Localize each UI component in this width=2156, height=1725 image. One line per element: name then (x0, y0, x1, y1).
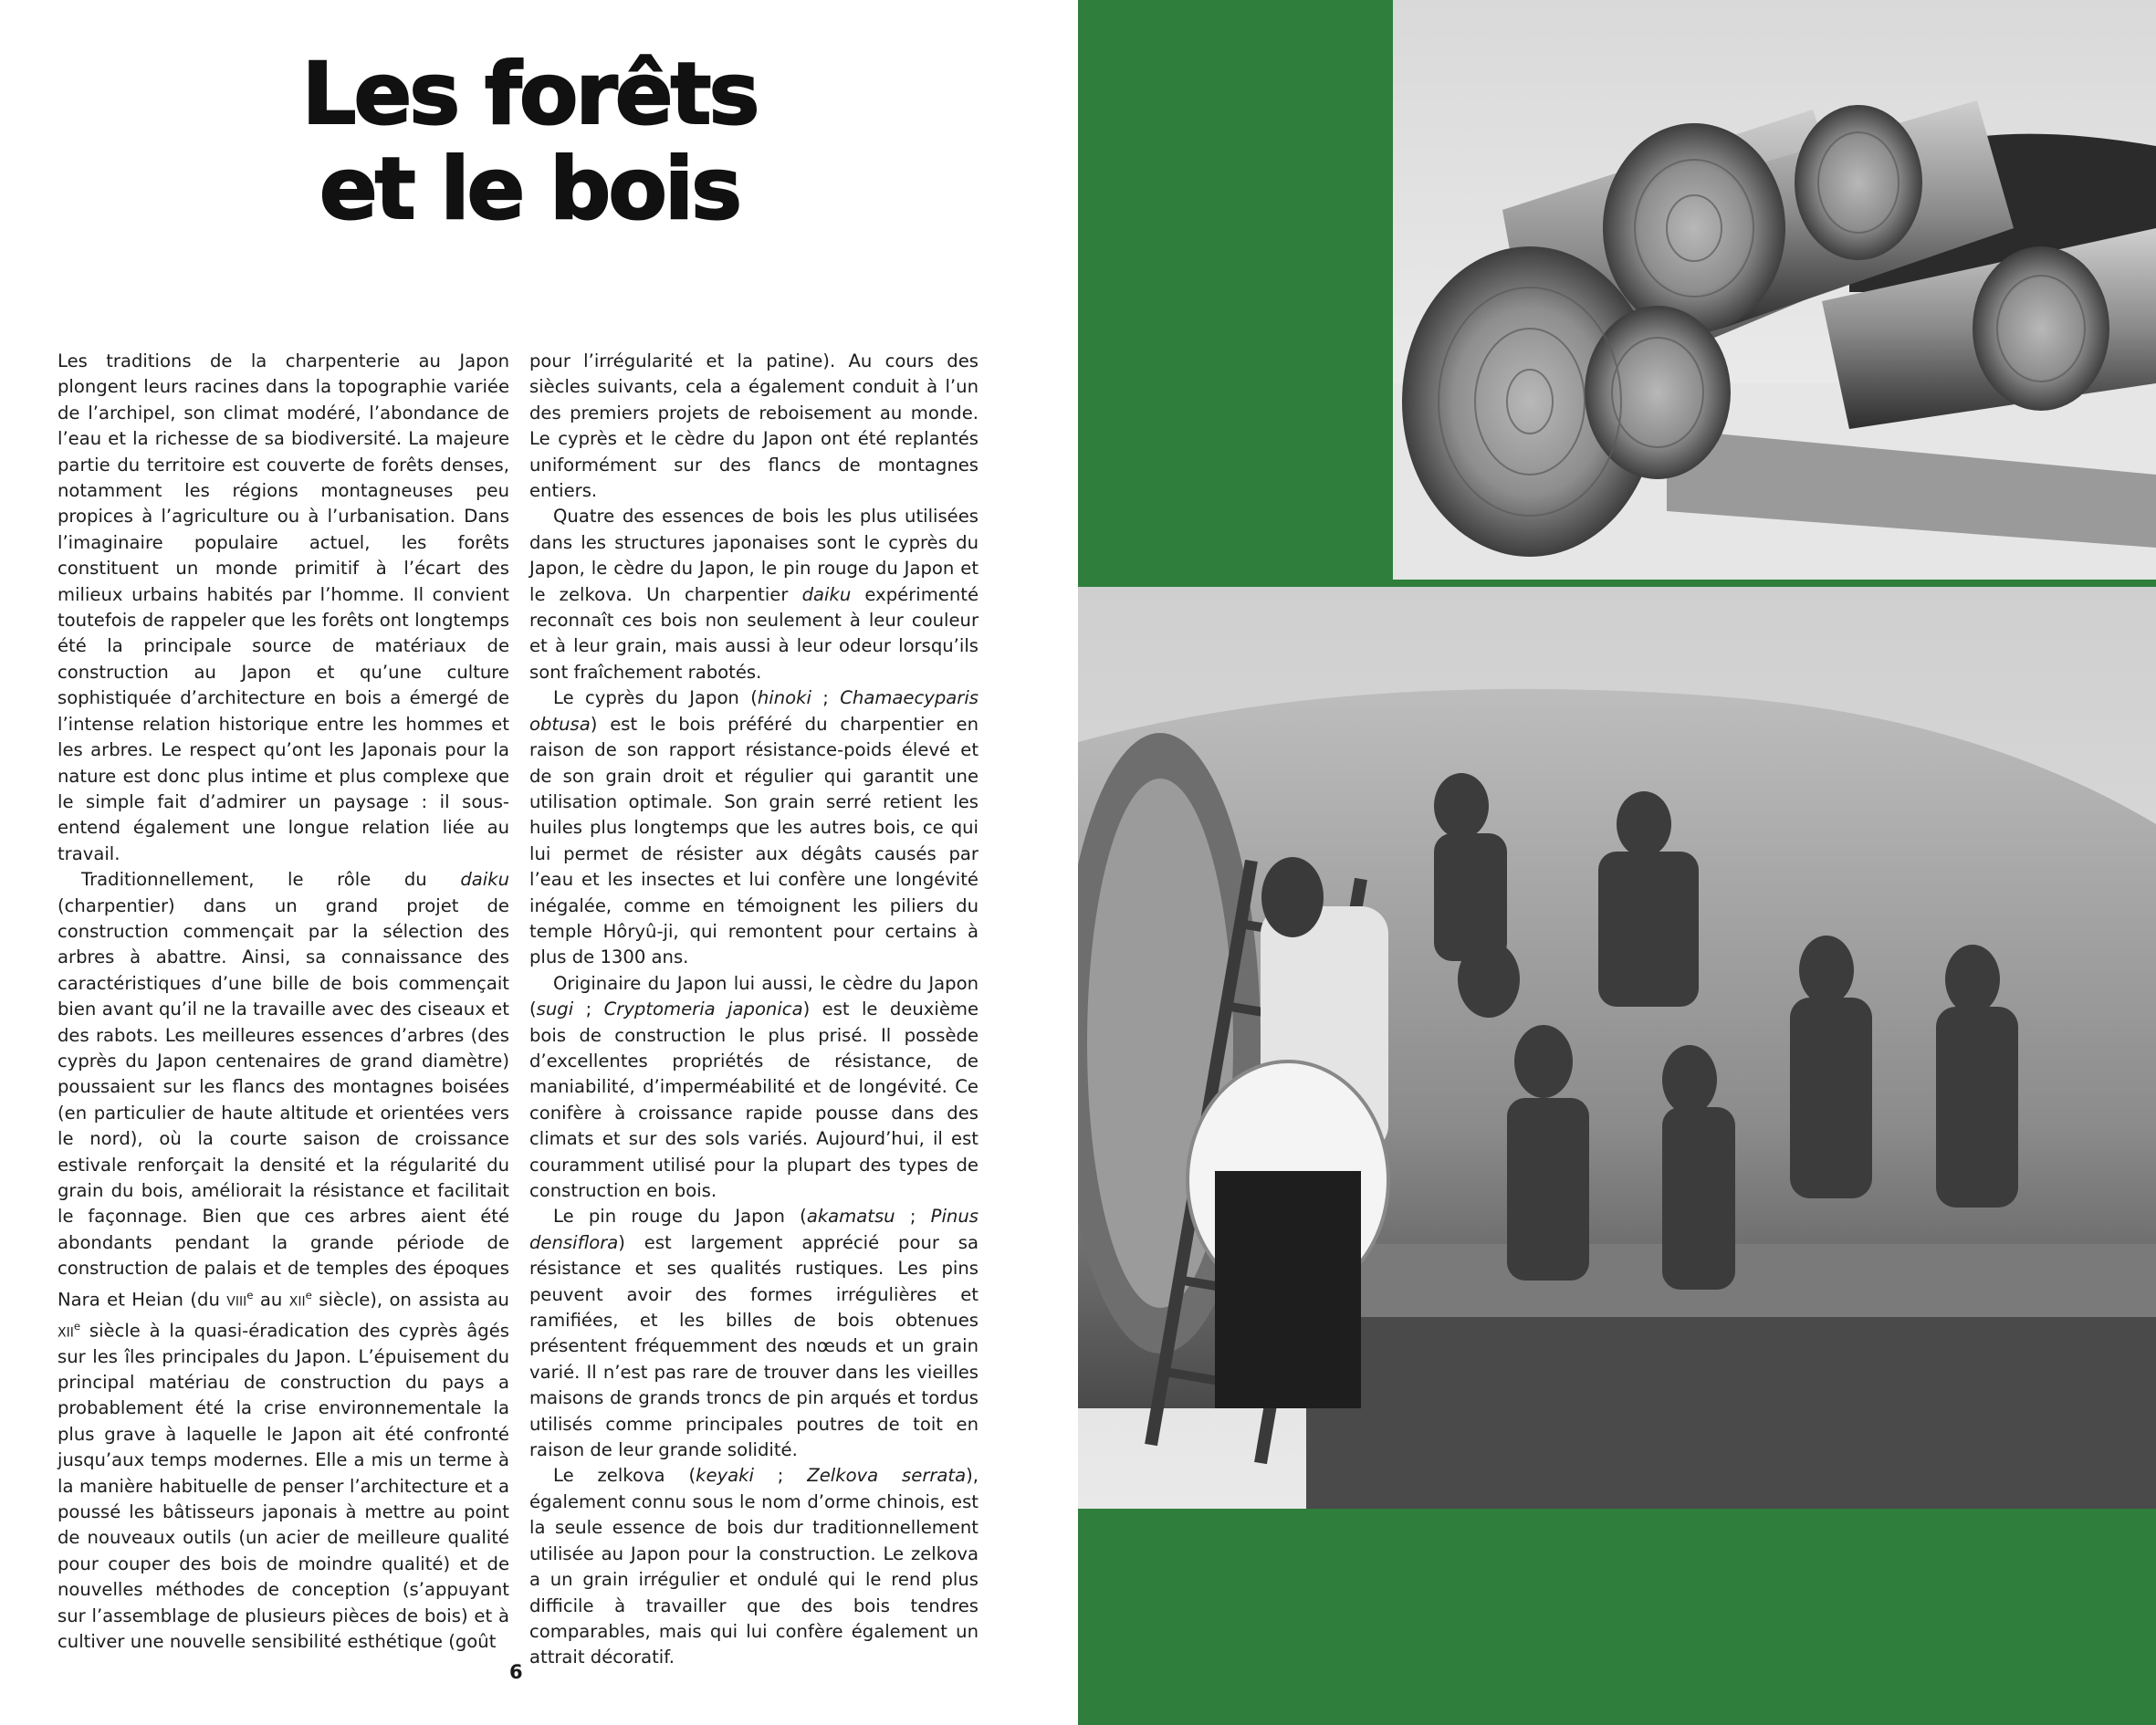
paragraph (58, 349, 509, 867)
text-run: keyaki (696, 1465, 754, 1487)
text-run: Pinus densiflora (529, 1206, 979, 1253)
text-run: ; (753, 1465, 808, 1487)
text-run: Les traditions de la charpenterie au Japon plongent leurs racines dans la topographie variée de l’archipel, son climat modéré, l’abondance de l’eau et la richesse de sa biodiversité. La majeure partie du territoire est couverte de forêts denses, notamment les régions montagneuses peu propices à l’agriculture ou à l’urbanisation. Dans l’imaginaire populaire actuel, les forêts constituent un monde primitif à l’écart des milieux urbains habités par l’homme. Il convient toutefois de rappeler que les forêts ont longtemps été la principale source de matériaux de construction au Japon et qu’une culture sophistiquée d’architecture en bois a émergé de l’intense relation historique entre les hommes et les arbres. Le respect qu’ont les Japonais pour la nature est donc plus intime et plus complexe que le simple fait d’admirer un paysage : il sous-entend également une longue relation liée au travail. (58, 350, 509, 864)
right-page-green-panel (1078, 0, 2156, 1725)
title-line-2: et le bois (319, 140, 740, 239)
text-column-left (58, 349, 509, 1655)
text-run: ; (811, 687, 841, 709)
paragraph (529, 1463, 979, 1670)
text-run: expérimenté reconnaît ces bois non seulement à leur couleur et à leur grain, mais aussi à leur odeur lorsqu’ils sont fraîchement rabotés. (529, 583, 979, 683)
paragraph (529, 971, 979, 1205)
paragraph (529, 349, 979, 504)
text-run: ; (573, 998, 604, 1020)
paragraph (529, 504, 979, 685)
text-run: ; (895, 1206, 931, 1228)
text-run: xii (58, 1320, 74, 1342)
page-title (274, 47, 785, 237)
paragraph (529, 685, 979, 970)
text-run: ) est largement apprécié pour sa résistance et ses qualités rustiques. Les pins peuvent avoir des formes irrégulières et ramifiées, et les billes de bois obtenues présentent fréquemment des nœuds et un grain varié. Il n’est pas rare de trouver dans les vieilles maisons de grands troncs de pin arqués et tordus utilisés comme principales poutres de toit en raison de leur grande solidité. (529, 1231, 979, 1461)
text-run: Chamaecyparis obtusa (529, 687, 979, 735)
text-run: Le cyprès du Japon ( (553, 687, 758, 709)
text-run: daiku (460, 869, 509, 891)
title-line-1: Les forêts (301, 45, 758, 144)
text-run: daiku (801, 583, 852, 605)
text-run: Cryptomeria japonica (603, 998, 803, 1020)
text-run: siècle à la quasi-éradication des cyprès âgés sur les îles principales du Japon. L’épuisement du principal matériau de construction du pays a probablement été la crise environnementale la plus grave à laquelle le Japon ait été confronté jusqu’aux temps modernes. Elle a mis un terme à la manière habituelle de penser l’architecture et a poussé les bâtisseurs japonais à mettre au point de nouveaux outils (un acier de meilleure qualité pour couper des bois de moindre qualité) et de nouvelles méthodes de conception (s’appuyant sur l’assemblage de plusieurs pièces de bois) et à cultiver une nouvelle sensibilité esthétique (goût (58, 1320, 509, 1652)
paragraph (58, 867, 509, 1655)
text-run: siècle), on assista au (311, 1289, 509, 1311)
text-run: Traditionnellement, le rôle du (81, 869, 461, 891)
text-run: akamatsu (806, 1206, 895, 1228)
text-run: e (305, 1288, 312, 1302)
text-run: hinoki (757, 687, 811, 709)
text-run: Le zelkova ( (553, 1465, 696, 1487)
page-number: 6 (509, 1661, 523, 1683)
text-run: Le pin rouge du Japon ( (553, 1206, 807, 1228)
text-run: viii (226, 1289, 247, 1311)
text-run: e (246, 1288, 254, 1302)
text-run: Quatre des essences de bois les plus utilisées dans les structures japonaises sont le cyprès du Japon, le cèdre du Japon, le pin rouge du Japon et le zelkova. Un charpentier (529, 506, 979, 605)
text-run: au (253, 1289, 289, 1311)
photo-stacked-logs (1393, 0, 2156, 580)
text-run: (charpentier) dans un grand projet de construction commençait par la sélection des arbres à abattre. Ainsi, sa connaissance des caractéristiques d’une bille de bois commençait bien avant qu’il ne la travaille avec des ciseaux et des rabots. Les meilleures essences d’arbres (des cyprès du Japon centenaires de grand diamètre) poussaient sur les flancs des montagnes boisées (en particulier de haute altitude et orientées vers le nord), où la courte saison de croissance estivale renforçait la densité et la régularité du grain du bois, améliorait la résistance et facilitait le façonnage. Bien que ces arbres aient été abondants pendant la grande période de construction de palais et de temples des époques Nara et Heian (du (58, 894, 509, 1311)
text-run: ) est le bois préféré du charpentier en raison de son rapport résistance-poids élevé et de son grain droit et régulier qui garantit une utilisation optimale. Son grain serré retient les huiles plus longtemps que les autres bois, ce qui lui permet de résister aux dégâts causés par l’eau et les insectes et lui confère une longévité inégalée, comme en témoignent les piliers du temple Hôryû-ji, qui remontent pour certains à plus de 1300 ans. (529, 713, 979, 968)
text-run: ) est le deuxième bois de construction le plus prisé. Il possède d’excellentes propriétés de résistance, de maniabilité, d’imperméabilité et de longévité. Ce conifère à croissance rapide pousse dans des climats et sur des sols variés. Aujourd’hui, il est couramment utilisé pour la plupart des types de construction en bois. (529, 998, 979, 1201)
text-run: e (73, 1319, 81, 1333)
paragraph (529, 1204, 979, 1463)
text-run: sugi (536, 998, 574, 1020)
text-run: xii (288, 1289, 306, 1311)
text-column-right (529, 349, 979, 1671)
photo-carpenters-with-log (1078, 587, 2156, 1509)
text-run: Zelkova serrata (807, 1465, 967, 1487)
text-run: pour l’irrégularité et la patine). Au cours des siècles suivants, cela a également conduit à l’un des premiers projets de reboisement au monde. Le cyprès et le cèdre du Japon ont été replantés uniformément sur des flancs de montagnes entiers. (529, 350, 979, 502)
text-run: Originaire du Japon lui aussi, le cèdre du Japon ( (529, 972, 979, 1020)
text-run: ), également connu sous le nom d’orme chinois, est la seule essence de bois dur traditionnellement utilisée au Japon pour la construction. Le zelkova a un grain irrégulier et ondulé qui le rend plus difficile à travailler que des bois tendres comparables, mais qui lui confère également un attrait décoratif. (529, 1465, 979, 1668)
